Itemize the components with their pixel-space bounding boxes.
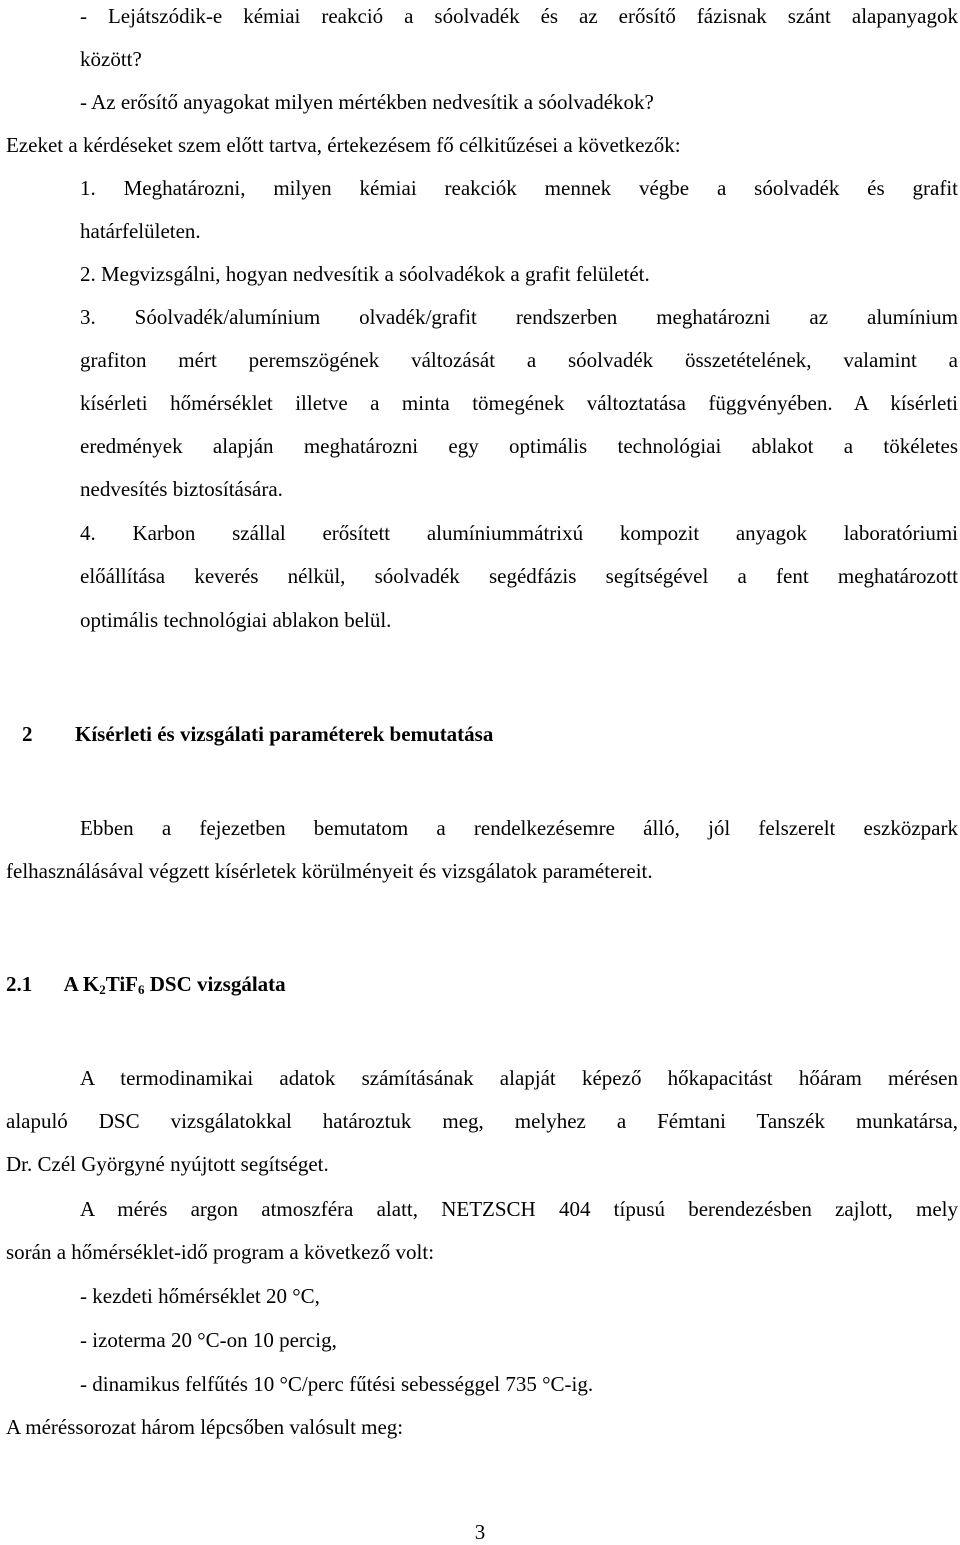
- text-line: - Lejátszódik-e kémiai reakció a sóolvadék és az erősítő fázisnak szánt alapanyagok: [80, 4, 958, 28]
- text-line: 1. Meghatározni, milyen kémiai reakciók mennek végbe a sóolvadék és grafit: [80, 176, 958, 200]
- text-line: határfelületen.: [80, 219, 201, 243]
- section-title: Kísérleti és vizsgálati paraméterek bemutatása: [75, 722, 494, 746]
- text-line: grafiton mért peremszögének változását a sóolvadék összetételének, valamint a: [80, 348, 958, 372]
- text-line: A mérés argon atmoszféra alatt, NETZSCH 404 típusú berendezésben zajlott, mely: [80, 1197, 958, 1221]
- text-line: között?: [80, 47, 142, 71]
- text-line: Ezeket a kérdéseket szem előtt tartva, értekezésem fő célkitűzései a következők:: [6, 133, 681, 157]
- text-line: előállítása keverés nélkül, sóolvadék segédfázis segítségével a fent meghatározott: [80, 564, 958, 588]
- text-line: A méréssorozat három lépcsőben valósult meg:: [6, 1415, 404, 1439]
- text-line: optimális technológiai ablakon belül.: [80, 608, 392, 632]
- subscript-2: 2: [99, 982, 106, 997]
- text-line: - izoterma 20 °C-on 10 percig,: [80, 1328, 337, 1352]
- section-heading-2: [22, 721, 493, 747]
- subsection-title-b: TiF: [105, 972, 138, 996]
- text-line: 2. Megvizsgálni, hogyan nedvesítik a sóolvadékok a grafit felületét.: [80, 262, 650, 286]
- text-line: nedvesítés biztosítására.: [80, 477, 283, 501]
- subsection-number: 2.1: [6, 972, 33, 996]
- text-line: 3. Sóolvadék/alumínium olvadék/grafit rendszerben meghatározni az alumínium: [80, 305, 958, 329]
- text-line: Ebben a fejezetben bemutatom a rendelkezésemre álló, jól felszerelt eszközpark: [80, 816, 958, 840]
- text-line: 4. Karbon szállal erősített alumíniummátrixú kompozit anyagok laboratóriumi: [80, 521, 958, 545]
- text-line: eredmények alapján meghatározni egy optimális technológiai ablakot a tökéletes: [80, 434, 958, 458]
- text-line: - dinamikus felfűtés 10 °C/perc fűtési sebességgel 735 °C-ig.: [80, 1372, 594, 1396]
- text-line: kísérleti hőmérséklet illetve a minta tömegének változtatása függvényében. A kísérleti: [80, 391, 958, 415]
- text-line: - kezdeti hőmérséklet 20 °C,: [80, 1284, 320, 1308]
- section-number: 2: [22, 722, 33, 746]
- text-line: alapuló DSC vizsgálatokkal határoztuk meg, melyhez a Fémtani Tanszék munkatársa,: [6, 1109, 958, 1133]
- text-line: felhasználásával végzett kísérletek körülményeit és vizsgálatok paramétereit.: [6, 859, 653, 883]
- subsection-title-c: DSC vizsgálata: [144, 972, 286, 996]
- subsection-title-a: A K: [63, 972, 100, 996]
- text-line: A termodinamikai adatok számításának alapját képező hőkapacitást hőáram mérésen: [80, 1066, 958, 1090]
- text-line: során a hőmérséklet-idő program a következő volt:: [6, 1240, 435, 1264]
- subscript-6: 6: [137, 982, 145, 997]
- text-line: - Az erősítő anyagokat milyen mértékben nedvesítik a sóolvadékok?: [80, 90, 654, 114]
- section-heading-2-1: [6, 971, 286, 1003]
- page-number: 3: [474, 1520, 486, 1544]
- text-line: Dr. Czél Györgyné nyújtott segítséget.: [6, 1152, 329, 1176]
